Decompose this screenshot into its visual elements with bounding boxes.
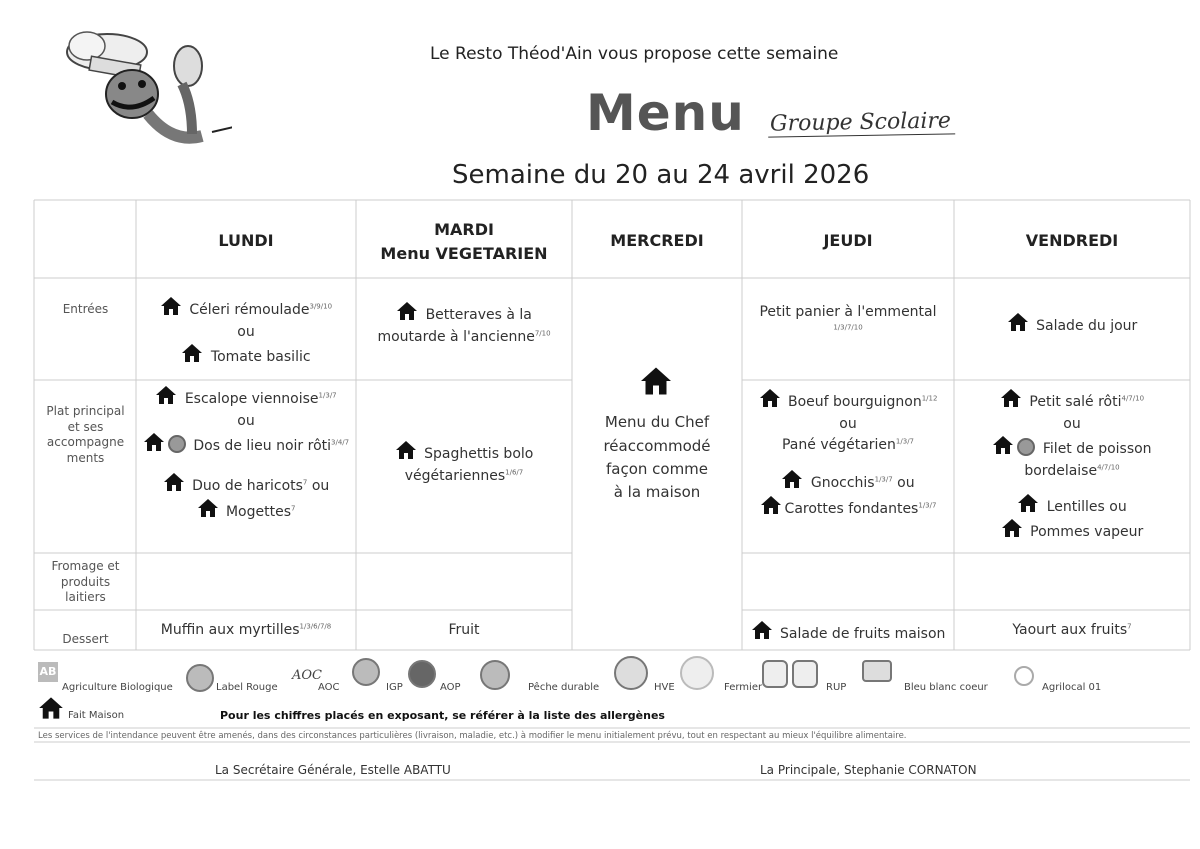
or-text: ou <box>311 478 330 495</box>
organic-ab-icon: AB <box>38 662 58 682</box>
allergen-sup: 1/12 <box>921 394 938 403</box>
mardi-plat <box>356 440 572 487</box>
or-text: ou <box>237 412 255 429</box>
house-icon <box>1007 312 1029 332</box>
dish-name: Dos de lieu noir rôti <box>193 438 332 455</box>
menu-item <box>356 466 572 488</box>
row-label-fromage-line: produits <box>60 574 111 589</box>
legend-fait-maison: Fait Maison <box>68 710 125 721</box>
signature-secretary: La Secrétaire Générale, Estelle ABATTU <box>215 763 451 777</box>
legend-bleu-blanc-coeur: Bleu blanc coeur <box>904 682 988 693</box>
dish-name: Gnocchis <box>810 475 875 492</box>
dish-name: Muffin aux myrtilles <box>160 622 300 638</box>
house-icon <box>639 366 673 396</box>
row-label-plat-line: accompagne <box>46 435 125 450</box>
row-label-fromage-line: laitiers <box>65 590 106 605</box>
allergen-sup: 1/6/7 <box>505 468 524 477</box>
row-label-entrees: Entrées <box>62 302 109 316</box>
menu-item <box>356 301 572 327</box>
allergen-sup: 3/4/7 <box>331 438 350 447</box>
vendredi-plat <box>954 388 1190 544</box>
legend-aoc: AOC <box>318 682 340 693</box>
lundi-plat <box>136 385 356 523</box>
house-icon <box>992 435 1014 455</box>
menu-item <box>742 435 954 457</box>
allergen-sup: 7 <box>302 478 308 487</box>
house-icon <box>1017 493 1039 513</box>
dish-name: Escalope viennoise <box>184 391 319 407</box>
dish-name: Tomate basilic <box>210 349 311 366</box>
dish-name: Spaghettis bolo <box>424 446 534 462</box>
menu-item <box>356 440 572 466</box>
or-text: ou <box>839 415 857 432</box>
house-icon <box>781 469 803 489</box>
menu-item <box>954 435 1190 461</box>
dish-name: Pommes vapeur <box>1030 524 1144 541</box>
allergen-sup: 1/3/6/7/8 <box>299 622 332 631</box>
igp-icon <box>352 658 380 686</box>
vendredi-dessert <box>954 620 1190 642</box>
intro-text: Le Resto Théod'Ain vous propose cette semaine <box>430 44 839 64</box>
legend-aop: AOP <box>440 682 461 693</box>
dish-name: moutarde à l'ancienne <box>377 328 535 345</box>
dish-name: Boeuf bourguignon <box>788 394 922 410</box>
menu-line: Menu du Chef <box>604 413 710 432</box>
house-icon <box>160 296 182 316</box>
dish-name: Mogettes <box>225 503 291 520</box>
mardi-entrees <box>356 301 572 348</box>
house-icon <box>163 472 185 492</box>
aop-icon <box>408 660 436 688</box>
menu-item <box>742 469 954 495</box>
header-mercredi: MERCREDI <box>610 231 704 250</box>
menu-item <box>954 493 1190 519</box>
dish-name: Petit panier à l'emmental <box>759 304 937 320</box>
dish-name: Duo de haricots <box>192 478 303 495</box>
legend-fermier: Fermier <box>724 682 763 693</box>
dish-name: Salade du jour <box>1036 318 1138 334</box>
lundi-entrees <box>136 296 356 369</box>
allergen-sup: 7/10 <box>534 329 551 338</box>
mercredi-menu <box>572 366 742 504</box>
dish-name: Betteraves à la <box>425 307 532 323</box>
menu-line: façon comme <box>605 459 709 478</box>
disclaimer-text: Les services de l'intendance peuvent être amenés, dans des circonstances particulières (livraison, maladie, etc.) à modifier le menu initialement prévu, tout en respectant au mieux l'équilibre alimentaire. <box>38 731 907 741</box>
allergen-sup: 1/3/7 <box>918 501 937 510</box>
allergen-sup: 7 <box>291 504 296 513</box>
allergen-sup: 4/7/10 <box>1121 394 1145 403</box>
header-vendredi: VENDREDI <box>1025 231 1119 250</box>
menu-item <box>954 388 1190 414</box>
allergen-sup: 1/3/7 <box>318 391 337 400</box>
legend-agrilocal: Agrilocal 01 <box>1042 682 1102 693</box>
rup-icon-1 <box>762 660 788 688</box>
row-label-plat-line: Plat principal <box>46 404 125 418</box>
mardi-dessert: Fruit <box>448 622 480 638</box>
header-mardi: MARDI <box>434 220 494 239</box>
jeudi-plat <box>742 388 954 520</box>
house-icon <box>197 498 219 518</box>
header-jeudi: JEUDI <box>823 231 873 250</box>
lundi-dessert <box>136 620 356 642</box>
rup-icon-2 <box>792 660 818 688</box>
house-icon <box>760 495 782 515</box>
house-icon <box>759 388 781 408</box>
sustainable-fishing-icon <box>1017 438 1035 456</box>
allergen-sup: 3/9/10 <box>309 302 333 311</box>
menu-item <box>954 518 1190 544</box>
legend-peche: Pêche durable <box>528 682 600 693</box>
or-text: ou <box>237 323 255 340</box>
allergen-sup: 1/3/7 <box>895 437 914 446</box>
dish-name: bordelaise <box>1024 463 1098 480</box>
or-text: ou <box>1063 415 1081 432</box>
or-text: ou <box>897 475 915 492</box>
menu-item <box>136 472 356 498</box>
header-mardi-vegetarien: Menu VEGETARIEN <box>380 244 548 263</box>
agrilocal-icon <box>1014 666 1034 686</box>
dish-name: Carottes fondantes <box>784 500 919 517</box>
aoc-logo-icon: AOC <box>292 668 322 683</box>
allergen-sup: 1/3/7/10 <box>833 323 863 332</box>
menu-item <box>742 388 954 414</box>
menu-item <box>356 327 572 349</box>
sustainable-fishing-icon <box>168 435 186 453</box>
row-label-dessert: Dessert <box>62 632 109 646</box>
dish-name: Yaourt aux fruits <box>1012 622 1128 638</box>
label-rouge-icon <box>186 664 214 692</box>
menu-item <box>742 495 954 521</box>
legend-rup: RUP <box>826 682 847 693</box>
menu-item <box>136 432 356 458</box>
fait-maison-icon <box>38 696 64 720</box>
legend-hve: HVE <box>654 682 675 693</box>
allergen-sup: 4/7/10 <box>1097 463 1120 472</box>
legend-label-rouge: Label Rouge <box>216 682 278 693</box>
house-icon <box>155 385 177 405</box>
house-icon <box>1001 518 1023 538</box>
menu-item <box>136 385 356 411</box>
bleu-blanc-coeur-icon <box>862 660 892 682</box>
hve-icon <box>614 656 648 690</box>
week-dates: Semaine du 20 au 24 avril 2026 <box>452 160 870 190</box>
allergen-sup: 7 <box>1127 622 1132 631</box>
menu-line: à la maison <box>613 483 701 501</box>
house-icon <box>395 440 417 460</box>
row-label-plat-line: ments <box>66 450 105 465</box>
menu-item <box>136 296 356 322</box>
menu-item <box>954 461 1190 483</box>
header-lundi: LUNDI <box>218 231 274 250</box>
dish-name: Céleri rémoulade <box>189 302 310 318</box>
menu-item <box>136 498 356 524</box>
dish-name: Lentilles ou <box>1046 498 1127 515</box>
row-label-plat <box>38 404 133 466</box>
menu-line: réaccommodé <box>603 436 711 455</box>
dish-name: végétariennes <box>404 467 506 484</box>
page-title: Menu <box>586 84 745 142</box>
signature-principal: La Principale, Stephanie CORNATON <box>760 763 977 777</box>
legend-bio <box>38 662 58 682</box>
jeudi-dessert <box>742 620 954 646</box>
legend-igp: IGP <box>386 682 403 693</box>
row-label-fromage-line: Fromage et <box>51 559 120 573</box>
house-icon <box>181 343 203 363</box>
house-icon <box>751 620 773 640</box>
house-icon <box>143 432 165 452</box>
dish-name: Salade de fruits maison <box>780 626 946 642</box>
allergen-sup: 1/3/7 <box>874 475 893 484</box>
house-icon <box>1000 388 1022 408</box>
vendredi-entrees <box>954 312 1190 338</box>
row-label-fromage <box>38 559 133 606</box>
jeudi-entrees <box>742 302 954 338</box>
dish-name: Pané végétarien <box>781 437 896 454</box>
fermier-icon <box>680 656 714 690</box>
allergen-note: Pour les chiffres placés en exposant, se référer à la liste des allergènes <box>220 709 665 722</box>
row-label-plat-line: et ses <box>67 419 104 434</box>
dish-name: Petit salé rôti <box>1029 394 1122 410</box>
dish-name: Filet de poisson <box>1042 441 1152 458</box>
house-icon <box>396 301 418 321</box>
legend-bio-label: Agriculture Biologique <box>62 682 173 693</box>
menu-item <box>136 343 356 369</box>
handwritten-group-label: Groupe Scolaire <box>768 108 955 137</box>
peche-durable-icon <box>480 660 510 690</box>
